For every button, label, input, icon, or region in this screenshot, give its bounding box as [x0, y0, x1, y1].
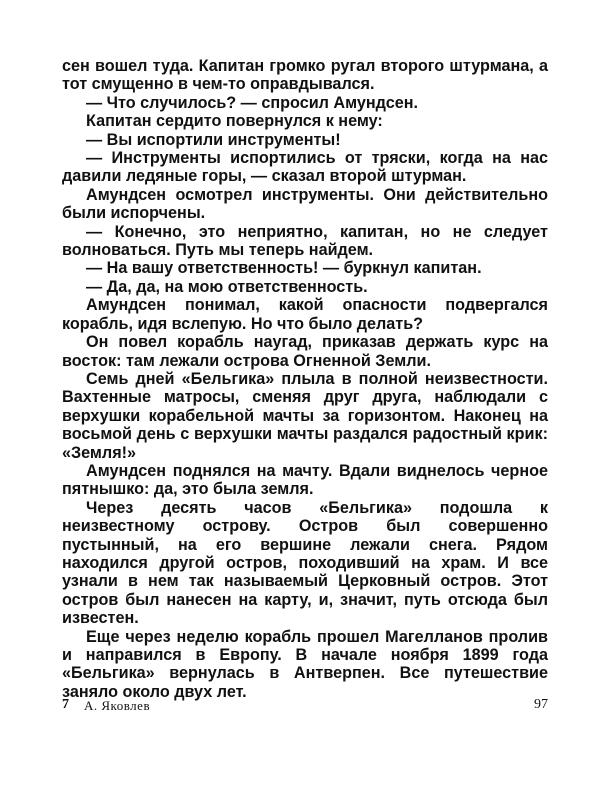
page-footer — [62, 697, 548, 717]
paragraph: — Что случилось? — спросил Амундсен. — [86, 93, 419, 112]
paragraph: сен вошел туда. Капитан громко ругал второго штурмана, а тот смущенно в чем-то оправдывался. — [62, 57, 548, 94]
paragraph: Амундсен поднялся на мачту. Вдали виднелось черное пятнышко: да, это была земля. — [62, 461, 548, 499]
paragraph: Еще через неделю корабль прошел Магелланов пролив и направился в Европу. В начале ноября 1899 года «Бельгика» вернулась в Антверпен. Все путешествие заняло около двух лет. — [62, 627, 548, 701]
paragraph: — На вашу ответственность! — буркнул капитан. — [86, 259, 482, 278]
paragraph: Через десять часов «Бельгика» подошла к неизвестному острову. Остров был совершенно пустынный, на его вершине лежали снега. Рядом находился другой остров, походивший на храм. И все узнали в нем так называемый Церковный остров. Этот остров был нанесен на карту, и, значит, путь отсюда был известен. — [62, 498, 548, 628]
paragraph: — Конечно, это неприятно, капитан, но не следует волноваться. Путь мы теперь найдем. — [62, 222, 548, 260]
signature-number: 7 — [62, 697, 69, 712]
page-body-text — [62, 57, 548, 701]
paragraph: — Да, да, на мою ответственность. — [86, 277, 368, 296]
paragraph: Семь дней «Бельгика» плыла в полной неизвестности. Вахтенные матросы, сменяя друг друга, наблюдали с верхушки корабельной мачты за горизонтом. Наконец на восьмой день с верхушки мачты раздался радостный крик: «Земля!» — [62, 369, 548, 462]
paragraph: Он повел корабль наугад, приказав держать курс на восток: там лежали острова Огненной Земли. — [62, 333, 548, 370]
page-number: 97 — [534, 697, 548, 712]
paragraph: Амундсен осмотрел инструменты. Они действительно были испорчены. — [62, 185, 548, 223]
paragraph: — Вы испортили инструменты! — [86, 130, 341, 149]
paragraph: Амундсен понимал, какой опасности подвергался корабль, идя вслепую. Но что было делать? — [62, 296, 548, 333]
paragraph: — Инструменты испортились от тряски, когда на нас давили ледяные горы, — сказал второй штурман. — [62, 149, 548, 186]
paragraph: Капитан сердито повернулся к нему: — [86, 112, 383, 131]
signature-author: А. Яковлев — [84, 698, 151, 713]
